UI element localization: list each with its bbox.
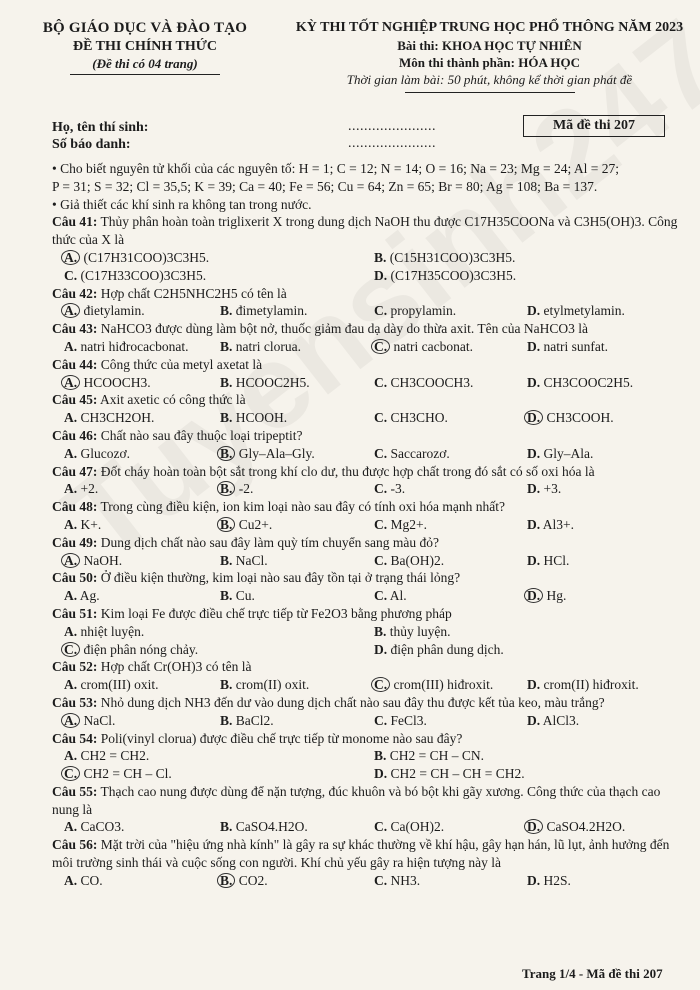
answer-option[interactable]: [527, 676, 639, 694]
option-row: [52, 267, 682, 285]
answer-option[interactable]: [64, 587, 100, 605]
answer-option[interactable]: [374, 267, 516, 285]
pages-note: (Đề thi có 04 trang): [92, 56, 198, 71]
option-text: Cu2+.: [235, 516, 273, 532]
answer-option[interactable]: [64, 338, 188, 356]
answer-option[interactable]: [64, 765, 172, 783]
question-stem: [52, 730, 682, 748]
option-letter: B.: [374, 623, 387, 639]
option-text: H2S.: [540, 872, 571, 888]
option-text: nhiệt luyện.: [77, 623, 145, 639]
option-letter: D.: [527, 374, 541, 390]
answer-option[interactable]: [220, 552, 268, 570]
option-text: Ag.: [77, 588, 100, 604]
answer-option[interactable]: [374, 747, 484, 765]
option-text: (C15H31COO)3C3H5.: [386, 249, 516, 265]
marked-answer-circle: C.: [61, 642, 80, 657]
option-letter: C.: [374, 481, 388, 497]
option-text: Mg2+.: [387, 516, 427, 532]
option-letter: D.: [527, 303, 541, 319]
option-row: [52, 374, 682, 392]
option-text: -3.: [387, 481, 406, 497]
question-number: Câu 50:: [52, 570, 98, 586]
answer-option[interactable]: [374, 249, 515, 267]
marked-answer-circle: D.: [524, 588, 543, 603]
option-text: NaCl.: [232, 552, 268, 568]
option-letter: B.: [220, 588, 233, 604]
marked-answer-circle: A.: [61, 553, 80, 568]
option-text: +3.: [540, 481, 562, 497]
exam-code-box: Mã đề thi 207: [523, 115, 665, 137]
option-row: [52, 302, 682, 320]
option-text: CaSO4.2H2O.: [543, 819, 626, 835]
option-text: natri cacbonat.: [390, 338, 473, 354]
question-stem: [52, 498, 682, 516]
option-text: Gly–Ala–Gly.: [235, 445, 315, 461]
answer-option[interactable]: [374, 552, 444, 570]
answer-option[interactable]: [527, 552, 569, 570]
question-stem: [52, 463, 682, 481]
option-letter: A.: [64, 623, 78, 639]
option-row: [52, 712, 682, 730]
answer-option[interactable]: [374, 712, 427, 730]
option-letter: A.: [64, 872, 78, 888]
marked-answer-circle: B.: [217, 517, 235, 532]
option-row: [52, 249, 682, 267]
question-number: Câu 49:: [52, 534, 98, 550]
option-letter: A.: [64, 481, 78, 497]
answer-option[interactable]: [220, 712, 274, 730]
answer-option[interactable]: [220, 516, 272, 534]
candidate-info: [52, 120, 148, 154]
option-letter: C.: [374, 552, 388, 568]
divider: [70, 74, 220, 75]
option-letter: B.: [374, 748, 387, 764]
option-text: CO.: [77, 872, 103, 888]
option-letter: C.: [374, 303, 388, 319]
option-text: CH3COOCH3.: [387, 374, 474, 390]
answer-option[interactable]: [64, 516, 101, 534]
answer-option[interactable]: [64, 747, 149, 765]
time-note: Thời gian làm bài: 50 phút, không kể thời gian phát đề: [346, 72, 633, 87]
option-letter: B.: [220, 677, 233, 693]
atomic-mass-line-2: P = 31; S = 32; Cl = 35,5; K = 39; Ca = 40; Fe = 56; Cu = 64; Zn = 65; Br = 80; Ag = 108; Ba = 137.: [52, 178, 598, 194]
answer-option[interactable]: [64, 552, 122, 570]
gas-note: • Giả thiết các khí sinh ra không tan trong nước.: [52, 196, 312, 212]
option-row: [52, 516, 682, 534]
question-text: Thủy phân hoàn toàn triglixerit X trong dung dịch NaOH thu được C17H35COONa và C3H5(OH)3. Công thức của X là: [52, 214, 678, 248]
question-list: [52, 213, 682, 889]
option-row: [52, 552, 682, 570]
marked-answer-circle: C.: [371, 677, 390, 692]
option-text: CH3CH2OH.: [77, 410, 155, 426]
answer-option[interactable]: [220, 374, 310, 392]
option-letter: B.: [220, 374, 233, 390]
answer-option[interactable]: [374, 623, 451, 641]
answer-option[interactable]: [527, 338, 608, 356]
marked-answer-circle: B.: [217, 446, 235, 461]
option-letter: B.: [220, 338, 233, 354]
option-row: [52, 445, 682, 463]
option-letter: C.: [374, 410, 388, 426]
exam-content: [52, 160, 682, 890]
question-number: Câu 54:: [52, 730, 98, 746]
option-text: CH2 = CH – Cl.: [80, 766, 172, 782]
answer-option[interactable]: [374, 587, 407, 605]
answer-option[interactable]: [220, 302, 307, 320]
option-letter: A.: [64, 819, 78, 835]
question-stem: [52, 783, 682, 819]
answer-option[interactable]: [64, 374, 151, 392]
option-text: NaOH.: [80, 552, 123, 568]
option-text: điện phân nóng chảy.: [80, 641, 199, 657]
answer-option[interactable]: [374, 818, 444, 836]
option-letter: D.: [374, 267, 388, 283]
question-stem: [52, 356, 682, 374]
option-text: BaCl2.: [232, 712, 274, 728]
option-text: Gly–Ala.: [540, 445, 594, 461]
option-letter: D.: [527, 481, 541, 497]
option-letter: D.: [527, 872, 541, 888]
question-stem: [52, 285, 682, 303]
question-text: Hợp chất Cr(OH)3 có tên là: [97, 659, 252, 675]
option-letter: A.: [64, 516, 78, 532]
question-text: Dung dịch chất nào sau đây làm quỳ tím chuyển sang màu đỏ?: [97, 534, 439, 550]
answer-option[interactable]: [527, 712, 579, 730]
answer-option[interactable]: [220, 587, 255, 605]
option-row: [52, 338, 682, 356]
marked-answer-circle: D.: [524, 819, 543, 834]
answer-option[interactable]: [374, 872, 420, 890]
question-stem: [52, 320, 682, 338]
option-letter: A.: [64, 338, 78, 354]
option-letter: C.: [374, 712, 388, 728]
marked-answer-circle: D.: [524, 410, 543, 425]
option-row: [52, 765, 682, 783]
component: Môn thi thành phần: HÓA HỌC: [399, 55, 580, 70]
answer-option[interactable]: [374, 516, 427, 534]
question-text: Hợp chất C2H5NHC2H5 có tên là: [97, 285, 287, 301]
header-right: [292, 20, 687, 93]
option-row: [52, 676, 682, 694]
question-number: Câu 56:: [52, 837, 98, 853]
question-stem: [52, 213, 682, 249]
marked-answer-circle: B.: [217, 873, 235, 888]
question-text: Thạch cao nung được dùng để nặn tượng, đúc khuôn và bó bột khi gãy xương. Công thức của thạch cao nung là: [52, 783, 661, 817]
option-text: K+.: [77, 516, 102, 532]
option-row: [52, 409, 682, 427]
option-letter: B.: [220, 303, 233, 319]
option-letter: A.: [64, 748, 78, 764]
answer-option[interactable]: [527, 409, 614, 427]
answer-option[interactable]: [527, 374, 633, 392]
question-number: Câu 53:: [52, 694, 98, 710]
option-text: CH2 = CH2.: [77, 748, 150, 764]
option-row: [52, 587, 682, 605]
option-text: đietylamin.: [80, 303, 145, 319]
question-number: Câu 45:: [52, 392, 98, 408]
answer-option[interactable]: [64, 818, 124, 836]
question-text: Trong cùng điều kiện, ion kim loại nào sau đây có tính oxi hóa mạnh nhất?: [97, 499, 505, 515]
option-row: [52, 480, 682, 498]
option-row: [52, 818, 682, 836]
answer-option[interactable]: [374, 480, 405, 498]
question-stem: [52, 427, 682, 445]
question-number: Câu 44:: [52, 356, 98, 372]
answer-option[interactable]: [527, 480, 561, 498]
marked-answer-circle: A.: [61, 713, 80, 728]
answer-option[interactable]: [64, 641, 198, 659]
option-letter: D.: [374, 766, 388, 782]
option-text: FeCl3.: [387, 712, 427, 728]
question-number: Câu 48:: [52, 499, 98, 515]
option-text: Al.: [387, 588, 407, 604]
answer-option[interactable]: [220, 338, 301, 356]
answer-option[interactable]: [64, 623, 144, 641]
option-row: [52, 623, 682, 641]
question-number: Câu 46:: [52, 427, 98, 443]
divider: [405, 92, 575, 93]
option-text: crom(III) oxit.: [77, 677, 159, 693]
answer-option[interactable]: [374, 302, 456, 320]
option-letter: A.: [64, 588, 78, 604]
answer-option[interactable]: [64, 712, 115, 730]
option-text: HCOOC2H5.: [232, 374, 310, 390]
option-letter: D.: [527, 516, 541, 532]
option-letter: C.: [64, 267, 78, 283]
answer-option[interactable]: [64, 267, 206, 285]
marked-answer-circle: C.: [61, 766, 80, 781]
answer-option[interactable]: [220, 818, 308, 836]
answer-option[interactable]: [64, 409, 154, 427]
marked-answer-circle: B.: [217, 481, 235, 496]
option-text: natri hiđrocacbonat.: [77, 338, 189, 354]
option-letter: B.: [220, 712, 233, 728]
option-letter: B.: [220, 819, 233, 835]
exam-title: KỲ THI TỐT NGHIỆP TRUNG HỌC PHỔ THÔNG NĂM 2023: [295, 20, 684, 35]
answer-option[interactable]: [374, 445, 450, 463]
answer-option[interactable]: [374, 676, 493, 694]
question-stem: [52, 569, 682, 587]
option-text: -2.: [235, 481, 254, 497]
option-letter: D.: [527, 712, 541, 728]
question-number: Câu 42:: [52, 285, 98, 301]
answer-option[interactable]: [220, 872, 268, 890]
answer-option[interactable]: [527, 872, 571, 890]
option-text: CH3COOH.: [543, 410, 614, 426]
option-text: Cu.: [232, 588, 255, 604]
option-letter: D.: [374, 641, 388, 657]
option-text: CH3CHO.: [387, 410, 448, 426]
option-text: CO2.: [235, 872, 268, 888]
answer-option[interactable]: [220, 676, 309, 694]
question-number: Câu 41:: [52, 214, 98, 230]
option-letter: C.: [374, 819, 388, 835]
option-letter: A.: [64, 445, 78, 461]
answer-option[interactable]: [220, 445, 315, 463]
answer-option[interactable]: [374, 765, 525, 783]
answer-option[interactable]: [64, 302, 145, 320]
marked-answer-circle: A.: [61, 375, 80, 390]
answer-option[interactable]: [64, 480, 98, 498]
option-text: NaCl.: [80, 712, 116, 728]
option-text: CaCO3.: [77, 819, 125, 835]
header-left: [20, 20, 270, 75]
option-text: (C17H35COO)3C3H5.: [387, 267, 517, 283]
option-letter: C.: [374, 588, 388, 604]
option-letter: B.: [220, 410, 233, 426]
option-text: crom(II) hiđroxit.: [540, 677, 639, 693]
answer-option[interactable]: [527, 818, 625, 836]
option-text: Hg.: [543, 588, 567, 604]
option-text: CaSO4.H2O.: [232, 819, 308, 835]
id-label: Số báo danh:: [52, 137, 131, 152]
marked-answer-circle: C.: [371, 339, 390, 354]
option-letter: D.: [527, 677, 541, 693]
question-text: Kim loại Fe được điều chế trực tiếp từ Fe2O3 bằng phương pháp: [97, 605, 452, 621]
question-number: Câu 43:: [52, 321, 98, 337]
page-footer: Trang 1/4 - Mã đề thi 207: [522, 966, 663, 981]
option-text: (C17H31COO)3C3H5.: [80, 249, 210, 265]
answer-option[interactable]: [527, 302, 625, 320]
option-letter: D.: [527, 552, 541, 568]
option-text: điện phân dung dịch.: [387, 641, 504, 657]
answer-option[interactable]: [220, 480, 253, 498]
option-letter: C.: [374, 872, 388, 888]
name-field[interactable]: ......................: [348, 119, 436, 134]
option-text: +2.: [77, 481, 99, 497]
question-text: Đốt cháy hoàn toàn bột sắt trong khí clo dư, thu được hợp chất trong đó sắt có số oxi hóa là: [97, 463, 595, 479]
option-text: đimetylamin.: [232, 303, 308, 319]
option-text: natri sunfat.: [540, 338, 608, 354]
answer-option[interactable]: [527, 587, 566, 605]
question-stem: [52, 534, 682, 552]
answer-option[interactable]: [64, 249, 209, 267]
option-text: crom(II) oxit.: [232, 677, 310, 693]
question-number: Câu 55:: [52, 783, 98, 799]
question-number: Câu 47:: [52, 463, 98, 479]
option-text: Glucozơ.: [77, 445, 130, 461]
question-number: Câu 51:: [52, 605, 98, 621]
answer-option[interactable]: [527, 516, 574, 534]
id-field[interactable]: ......................: [348, 136, 436, 151]
exam-type: ĐỀ THI CHÍNH THỨC: [72, 39, 218, 54]
option-text: HCOOCH3.: [80, 374, 151, 390]
option-text: NH3.: [387, 872, 421, 888]
option-text: natri clorua.: [232, 338, 301, 354]
option-letter: D.: [527, 445, 541, 461]
answer-option[interactable]: [374, 641, 504, 659]
option-letter: C.: [374, 445, 388, 461]
question-text: NaHCO3 được dùng làm bột nở, thuốc giảm đau dạ dày do thừa axit. Tên của NaHCO3 là: [97, 321, 588, 337]
option-text: Ca(OH)2.: [387, 819, 445, 835]
question-text: Ở điều kiện thường, kim loại nào sau đây tồn tại ở trạng thái lỏng?: [97, 570, 461, 586]
option-row: [52, 641, 682, 659]
question-stem: [52, 694, 682, 712]
question-text: Poli(vinyl clorua) được điều chế trực tiếp từ monome nào sau đây?: [97, 730, 463, 746]
option-text: HCOOH.: [232, 410, 288, 426]
option-text: Al3+.: [540, 516, 574, 532]
question-stem: [52, 836, 682, 872]
option-letter: B.: [374, 249, 387, 265]
option-row: [52, 747, 682, 765]
option-letter: B.: [220, 552, 233, 568]
name-label: Họ, tên thí sinh:: [52, 120, 149, 135]
atomic-mass-line-1: • Cho biết nguyên tử khối của các nguyên tố: H = 1; C = 12; N = 14; O = 16; Na = 23; Mg = 24; Al = 27;: [52, 161, 620, 176]
answer-option[interactable]: [374, 338, 473, 356]
option-text: Saccarozơ.: [387, 445, 450, 461]
option-text: etylmetylamin.: [540, 303, 625, 319]
question-number: Câu 52:: [52, 659, 98, 675]
option-text: Ba(OH)2.: [387, 552, 445, 568]
question-text: Chất nào sau đây thuộc loại tripeptit?: [97, 427, 303, 443]
question-text: Axit axetic có công thức là: [97, 392, 246, 408]
option-letter: C.: [374, 374, 388, 390]
answer-option[interactable]: [527, 445, 593, 463]
answer-option[interactable]: [374, 409, 448, 427]
option-text: thủy luyện.: [386, 623, 451, 639]
answer-option[interactable]: [220, 409, 287, 427]
question-text: Mặt trời của "hiệu ứng nhà kính" là gây ra sự khác thường về khí hậu, gây hạn hán, lũ lụt, ảnh hưởng đến môi trường sinh thái và cuộc sống con người. Khí chủ yếu gây ra hiện tượng này là: [52, 837, 670, 871]
question-stem: [52, 605, 682, 623]
question-stem: [52, 658, 682, 676]
marked-answer-circle: A.: [61, 250, 80, 265]
option-row: [52, 872, 682, 890]
option-letter: D.: [527, 338, 541, 354]
answer-option[interactable]: [64, 445, 130, 463]
option-text: propylamin.: [387, 303, 457, 319]
answer-option[interactable]: [374, 374, 473, 392]
option-text: AlCl3.: [540, 712, 580, 728]
answer-option[interactable]: [64, 676, 158, 694]
subject: Bài thi: KHOA HỌC TỰ NHIÊN: [397, 38, 582, 53]
option-letter: A.: [64, 677, 78, 693]
option-text: (C17H33COO)3C3H5.: [77, 267, 207, 283]
question-text: Công thức của metyl axetat là: [97, 356, 263, 372]
question-text: Nhỏ dung dịch NH3 đến dư vào dung dịch chất nào sau đây thu được kết tủa keo, màu trắng?: [97, 694, 605, 710]
question-stem: [52, 391, 682, 409]
marked-answer-circle: A.: [61, 303, 80, 318]
option-text: HCl.: [540, 552, 570, 568]
option-letter: A.: [64, 410, 78, 426]
option-text: CH2 = CH – CN.: [386, 748, 485, 764]
option-text: CH3COOC2H5.: [540, 374, 634, 390]
ministry-name: BỘ GIÁO DỤC VÀ ĐÀO TẠO: [42, 20, 248, 36]
option-text: CH2 = CH – CH = CH2.: [387, 766, 525, 782]
option-letter: C.: [374, 516, 388, 532]
option-text: crom(III) hiđroxit.: [390, 677, 494, 693]
answer-option[interactable]: [64, 872, 103, 890]
